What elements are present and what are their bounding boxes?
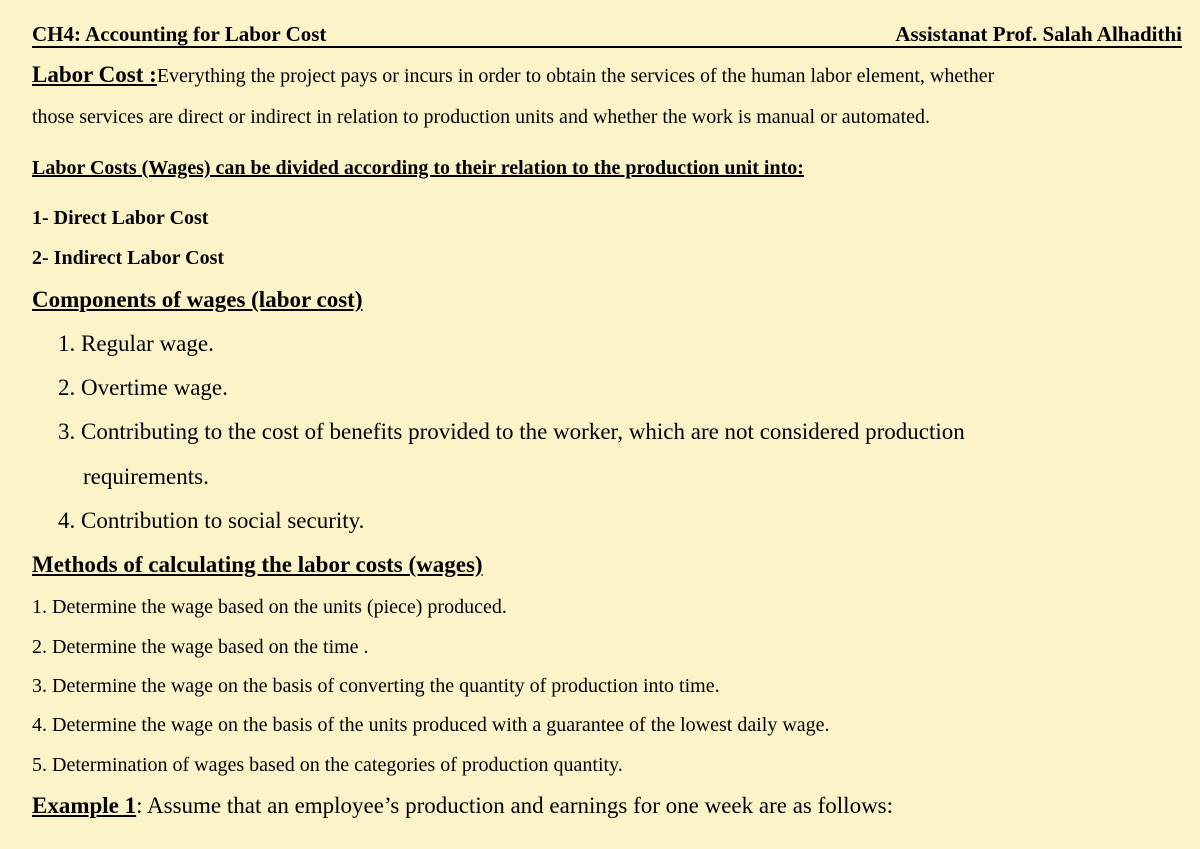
method-item: 4. Determine the wage on the basis of the units produced with a guarantee of the lowest daily wage. [32, 714, 830, 736]
method-item: 1. Determine the wage based on the units (piece) produced. [32, 596, 507, 618]
example-text: : Assume that an employee’s production and earnings for one week are as follows: [136, 793, 894, 818]
method-item: 2. Determine the wage based on the time . [32, 636, 369, 658]
methods-heading: Methods of calculating the labor costs (wages) [32, 552, 483, 577]
definition-line-2: those services are direct or indirect in relation to production units and whether the work is manual or automated. [32, 106, 931, 128]
definition-line-1 [32, 62, 994, 88]
definition-text-1: Everything the project pays or incurs in order to obtain the services of the human labor element, whether [156, 65, 995, 87]
component-item: 3. Contributing to the cost of benefits provided to the worker, which are not considered production [58, 419, 965, 444]
definition-term: Labor Cost : [32, 62, 157, 87]
component-item: 4. Contribution to social security. [58, 508, 365, 533]
example-line [32, 793, 893, 819]
component-item-continued: requirements. [83, 464, 209, 489]
division-heading: Labor Costs (Wages) can be divided according to their relation to the production unit into: [32, 157, 804, 179]
author-name: Assistanat Prof. Salah Alhadithi [895, 22, 1182, 46]
components-heading: Components of wages (labor cost) [32, 287, 363, 312]
component-item: 2. Overtime wage. [58, 375, 228, 400]
example-label: Example 1 [32, 793, 137, 818]
page-header [32, 20, 1182, 48]
division-item: 2- Indirect Labor Cost [32, 247, 225, 269]
component-item: 1. Regular wage. [58, 331, 214, 356]
division-item: 1- Direct Labor Cost [32, 207, 209, 229]
method-item: 5. Determination of wages based on the categories of production quantity. [32, 754, 623, 776]
method-item: 3. Determine the wage on the basis of converting the quantity of production into time. [32, 675, 720, 697]
chapter-title: CH4: Accounting for Labor Cost [32, 22, 327, 46]
